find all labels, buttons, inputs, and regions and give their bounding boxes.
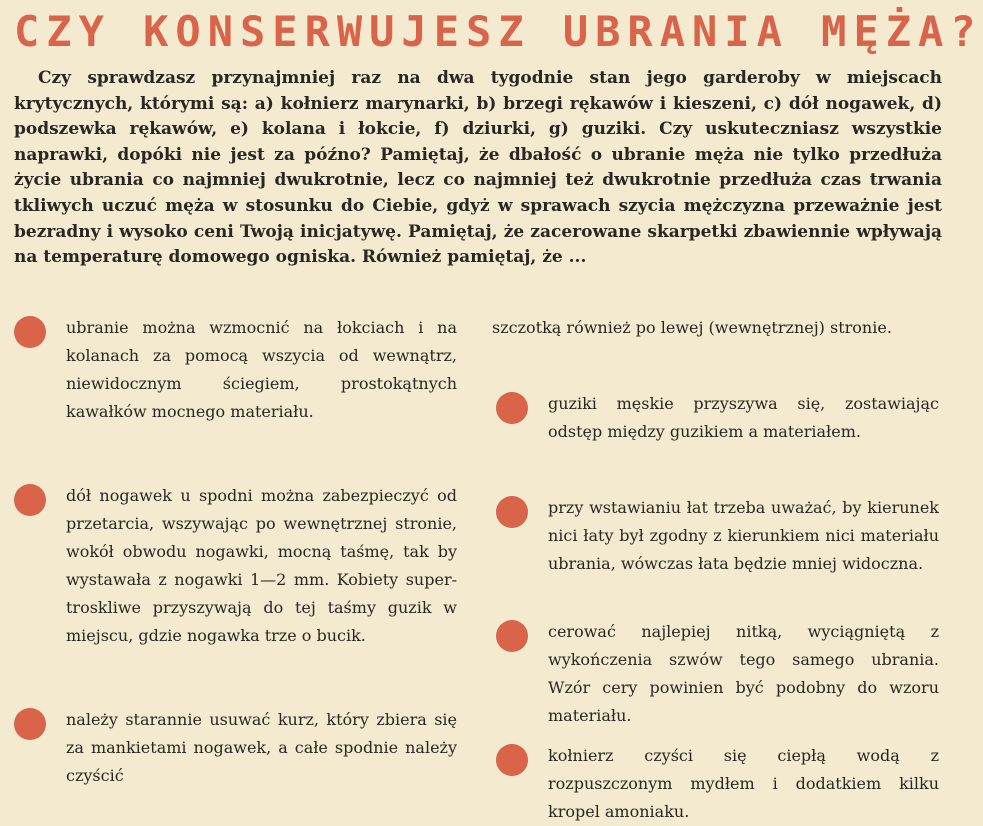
tip-text: ubranie można wzmocnić na łokciach i na kolanach za pomocą wszycia od wewnątrz, niewidocznym ściegiem, prostokątnych kawałków mocnego materiału. (66, 318, 457, 421)
tip-item (10, 482, 457, 678)
bullet-dot-icon (14, 316, 46, 348)
tip-text: przy wstawianiu łat trzeba uważać, by kierunek nici łaty był zgodny z kierunkiem nici materiału ubrania, wówczas łata będzie mniej widoczna. (548, 498, 939, 573)
bullet-dot-icon (496, 496, 528, 528)
tip-item (492, 618, 939, 730)
tip-text: cerować najlepiej nitką, wyciągniętą z wykończenia szwów tego samego ubrania. Wzór cery powinien być podobny do wzoru materiału. (548, 622, 939, 725)
tip-item (492, 742, 939, 826)
bullet-dot-icon (496, 392, 528, 424)
tip-item (492, 494, 939, 606)
headline: CZY KONSERWUJESZ UBRANIA MĘŻA? (14, 7, 983, 56)
left-column (10, 314, 457, 800)
tip-text: guziki męskie przyszywa się, zostawiając odstęp między guzikiem a materiałem. (548, 394, 939, 441)
tip-continuation (492, 314, 939, 370)
tip-item (492, 390, 939, 474)
tip-text: dół nogawek u spodni można zabezpieczyć od przetarcia, wszywając po wewnętrznej stronie, wokół obwodu nogawki, mocną taśmę, tak by wystawała z nogawki 1—2 mm. Kobiety super-troskliwe przyszywają do tej taśmy guzik w miejscu, gdzie nogawka trze o bucik. (66, 486, 457, 645)
intro-paragraph: Czy sprawdzasz przynajmniej raz na dwa tygodnie stan jego garderoby w miejscach krytycznych, którymi są: a) kołnierz marynarki, b) brzegi rękawów i kieszeni, c) dół nogawek, d) podszewka rękawów, e) kolana i łokcie, f) dziurki, g) guziki. Czy uskuteczniasz wszystkie naprawki, dopóki nie jest za późno? Pamiętaj, że dbałość o ubranie męża nie tylko przedłuża życie ubrania co najmniej dwukrotnie, lecz co najmniej też dwukrotnie przedłuża czas trwania tkliwych uczuć męża w stosunku do Ciebie, gdyż w sprawach szycia mężczyzna przeważnie jest bezradny i wysoko ceni Twoją inicjatywę. Pamiętaj, że zacerowane skarpetki zbawiennie wpływają na temperaturę domowego ogniska. Również pamiętaj, że ... (14, 68, 942, 268)
tip-item (10, 706, 457, 790)
bullet-dot-icon (14, 708, 46, 740)
tip-text: kołnierz czyści się ciepłą wodą z rozpuszczonym mydłem i dodatkiem kilku kropel amoniaku. (548, 746, 939, 821)
tip-text: szczotką również po lewej (wewnętrznej) stronie. (492, 318, 892, 337)
tip-item (10, 314, 457, 454)
bullet-dot-icon (496, 620, 528, 652)
bullet-dot-icon (496, 744, 528, 776)
bullet-dot-icon (14, 484, 46, 516)
tip-text: należy starannie usuwać kurz, który zbiera się za mankietami nogawek, a całe spodnie należy czyścić (66, 710, 457, 785)
right-column (492, 314, 939, 821)
